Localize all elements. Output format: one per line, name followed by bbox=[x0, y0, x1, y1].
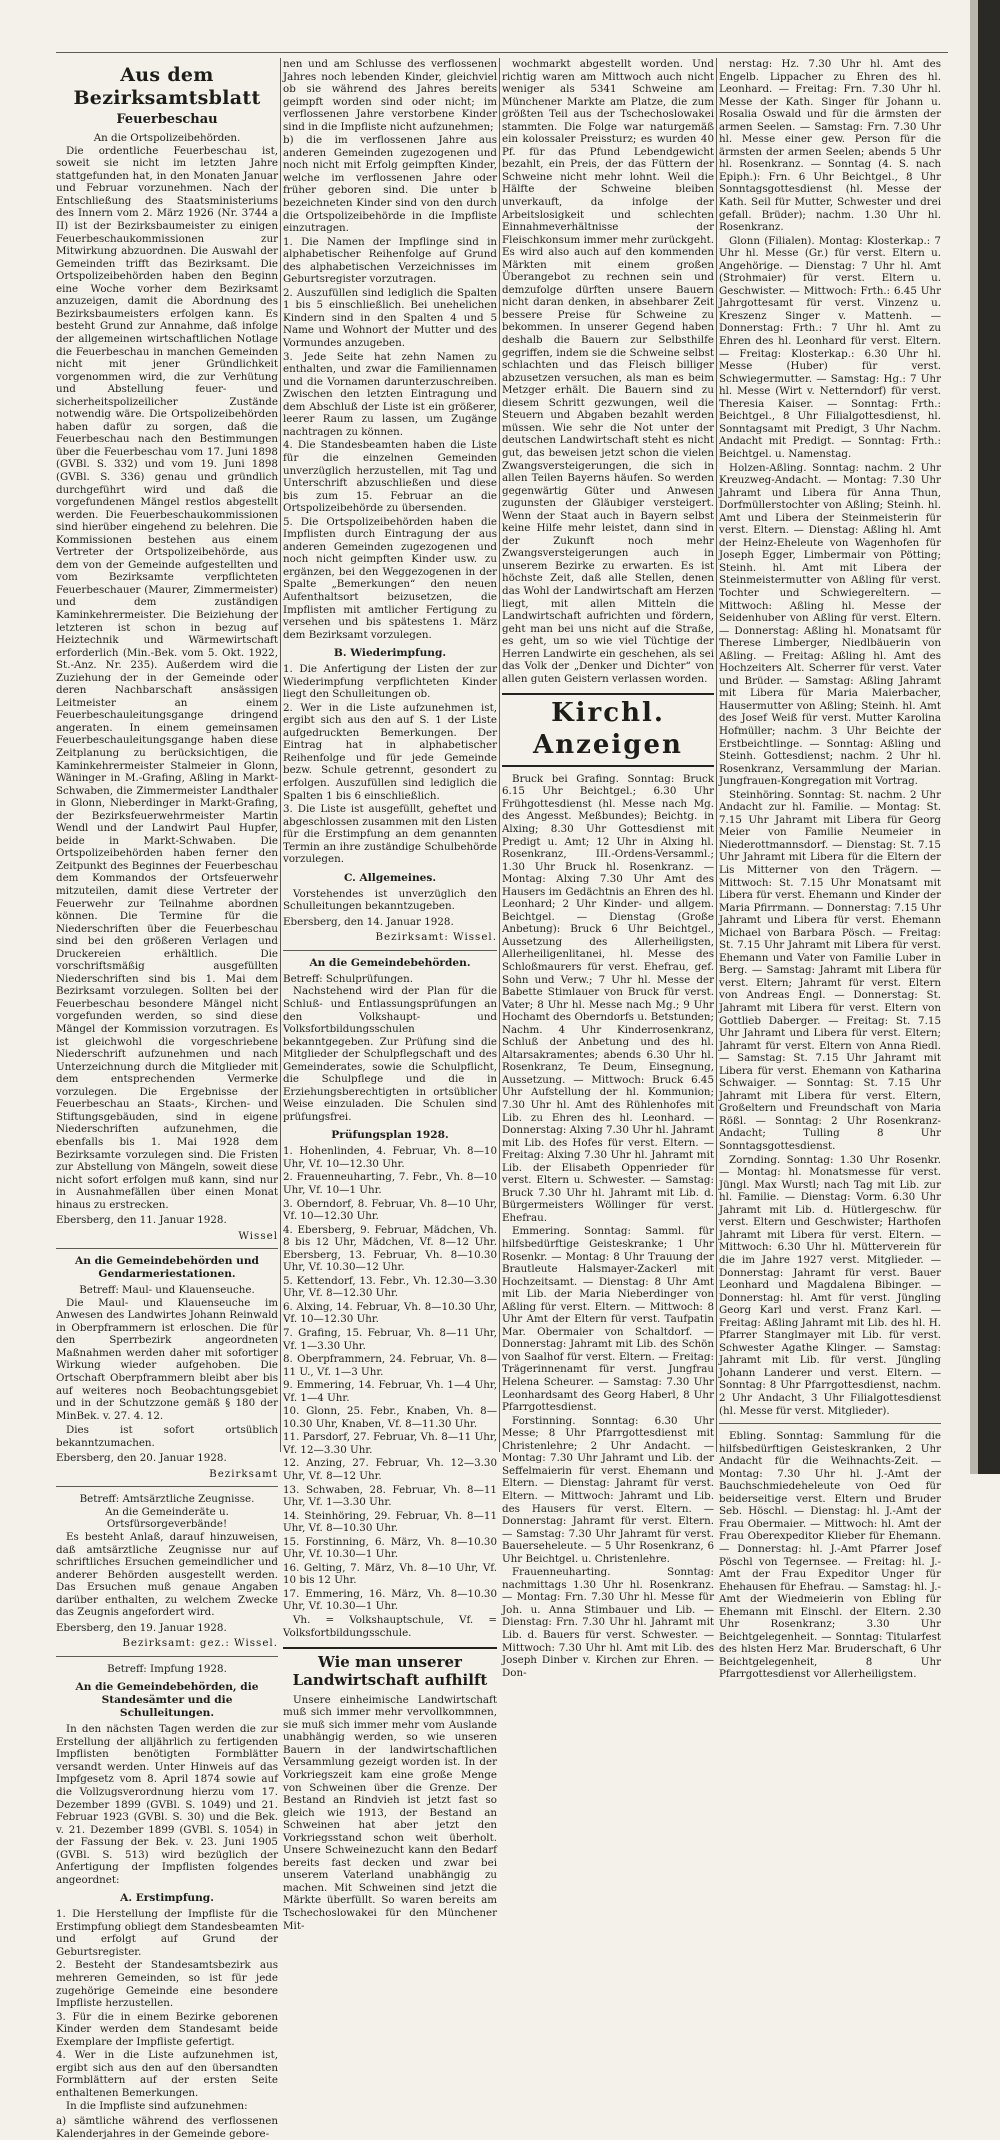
sub-heading: B. Wiederimpfung. bbox=[333, 647, 447, 660]
binding-edge bbox=[978, 0, 1000, 1474]
church-entry: Frauenneuharting. Sonntag: nachmittags 1.30 Uhr hl. Rosenkranz. — Montag: Frn. 7.30 Uhr hl. Messe für Joh. u. Anna Stimbauer und Lib. — Dienstag: Frn. 7.30 Uhr hl. Jahramt mit Lib. d. Bauers für verst. Schwester. — Mittwoch: 7.30 Uhr hl. Amt mit Lib. des Joseph Dinber v. Kirchen zur Ehren. — Don- bbox=[502, 1566, 714, 1679]
list-item: 4. Wer in die Liste aufzunehmen ist, ergibt sich aus den auf den übersandten Formblättern auf der ersten Seite enthaltenen Bemerkungen. bbox=[56, 2049, 278, 2099]
paragraph: In den nächsten Tagen werden die zur Erstellung der alljährlich zu fertigenden Impflisten benötigten Formblätter versandt werden. Unter Hinweis auf das Impfgesetz vom 8. April 1874 sowie auf die Vollzugsverordnung hierzu vom 17. Dezember 1899 (GVBl. S. 1049) und 21. Februar 1923 (GVBl. S. 30) und die Bek. v. 21. Dezember 1899 (GVBl. S. 1054) in der Fassung der Bek. v. 23. Juni 1905 (GVBl. S. 513) wird bezüglich der Anfertigung der Impflisten folgendes angeordnet: bbox=[56, 1723, 278, 1886]
exam-plan-item: 12. Anzing, 27. Februar, Vh. 12—3.30 Uhr, Vf. 8—12 Uhr. bbox=[283, 1457, 497, 1483]
notice-heading: An die Gemeindebehörden und Gendarmeriestationen. bbox=[75, 1255, 259, 1281]
exam-plan-item: 8. Oberpframmern, 24. Februar, Vh. 8—11 U., Vf. 1—3 Uhr. bbox=[283, 1353, 497, 1378]
paragraph: Dies ist sofort ortsüblich bekanntzumachen. bbox=[56, 1424, 278, 1449]
addressee: An die Gemeinderäte u. Ortsfürsorgeverbände! bbox=[105, 1505, 229, 1531]
sub-heading: C. Allgemeines. bbox=[343, 871, 437, 884]
separator bbox=[56, 1656, 278, 1657]
paragraph: Vh. = Volkshauptschule, Vf. = Volksfortbildungsschule. bbox=[283, 1614, 497, 1639]
column-rule bbox=[499, 58, 500, 1452]
list-item: b) die im verflossenen Jahre aus anderen Gemeinden zugezogenen und noch nicht mit Erfolg geimpften Kinder, welche im verflossenen Jahre oder früher geboren sind. Die unter b bezeichneten Kinder sind von den durch die Ortspolizeibehörde in die Impfliste einzutragen. bbox=[283, 134, 497, 235]
exam-plan-item: 15. Forstinning, 6. März, Vh. 8—10.30 Uhr, Vf. 10.30—1 Uhr. bbox=[283, 1535, 497, 1561]
paragraph: In die Impfliste sind aufzunehmen: bbox=[66, 2100, 248, 2113]
church-entry: Bruck bei Grafing. Sonntag: Bruck 6.15 Uhr Beichtgel.; 6.30 Uhr Frühgottesdienst (hl. Messe nach Mg. des Angesst. Meßbundes); Beichtg. in Alxing; 8.30 Uhr Gottesdienst mit Predigt u. Amt; 12 Uhr in Alxing hl. Rosenkranz, III.-Ordens-Versamml.; 1.30 Uhr Bruck hl. Rosenkranz. — Montag: Alxing 7.30 Uhr Amt des Hausers im Gedächtnis an Ehren des hl. Leonhard; 2 Uhr Kinder- und allgem. Beichtgel. — Dienstag (Große Anbetung): Bruck 6 Uhr Beichtgel., Aussetzung des Allerheiligsten, Allerheiligenlitanei, hl. Messe des Schloßmaurers für verst. Ehefrau, gef. Sohn und Verw.; 7 Uhr hl. Messe der Babette Stimlauer von Bruck für verst. Vater; 8 Uhr hl. Messe nach Mg.; 9 Uhr Hochamt des Oberndorfs u. Betstunden; Nachm. 4 Uhr Kinderrosenkranz, Schluß der Anbetung und des hl. Altarsakramentes; abends 6.30 Uhr hl. Rosenkranz, Te Deum, Einsegnung, Aussetzung. — Mittwoch: Bruck 6.45 Uhr Aufstellung der hl. Kommunion; 7.30 Uhr hl. Amt des Rühlenhofes mit Lib. zu Ehren des hl. Leonhard. — Donnerstag: Alxing 7.30 Uhr hl. Jahramt mit Lib. des Hofes für verst. Eltern. — Freitag: Alxing 7.30 Uhr hl. Jahramt mit Lib. der Elisabeth Oppenrieder für verst. Eltern u. Schwester. — Samstag: Bruck 7.30 Uhr hl. Jahramt mit Lib. d. Bürgermeisters Wöllinger für verst. Ehefrau. bbox=[502, 772, 714, 1224]
list-item: 3. Für die in einem Bezirke geborenen Kinder werden dem Standesamt beide Exemplare der Impfliste gefertigt. bbox=[56, 2010, 278, 2048]
list-item: 1. Die Namen der Impflinge sind in alphabetischer Reihenfolge auf Grund des alphabetischen Verzeichnisses im Geburtsregister vorzutragen. bbox=[283, 235, 497, 286]
dateline: Ebersberg, den 14. Januar 1928. bbox=[283, 915, 454, 928]
betreff: Betreff: Schulprüfungen. bbox=[283, 972, 414, 985]
section-title: Aus dem Bezirksamtsblatt bbox=[73, 64, 261, 110]
exam-plan-item: 7. Grafing, 15. Februar, Vh. 8—11 Uhr, Vf. 1—3.30 Uhr. bbox=[283, 1327, 497, 1352]
signature: Wissel bbox=[238, 1229, 278, 1242]
church-entry: Glonn (Filialen). Montag: Klosterkap.: 7 Uhr hl. Messe (Gr.) für verst. Eltern u. Angehörige. — Dienstag: 7 Uhr hl. Amt (Strohmaier) für verst. Eltern u. Geschwister. — Mittwoch: Frth.: 6.45 Uhr Jahrgottesamt für verst. Vinzenz u. Kreszenz Singer v. Mattenh. — Donnerstag: Frth.: 7 Uhr hl. Amt zu Ehren des hl. Leonhard für verst. Eltern. — Freitag: Klosterkap.: 6.30 Uhr hl. Messe (Huber) für verst. Schwiegermutter. — Samstag: Hg.: 7 Uhr hl. Messe (Wirt v. Netterndorf) für verst. Theresia Kaiser. — Sonntag: Frth.: Beichtgel., 8 Uhr Filialgottesdienst, hl. Sonntagsamt mit Predigt, 3 Uhr Nachm. Andacht mit Predigt. — Sonntag: Frth.: Beichtgel. u. Namenstag. bbox=[719, 234, 941, 460]
column-4 bbox=[719, 58, 941, 1681]
list-item: 1. Die Herstellung der Impfliste für die Erstimpfung obliegt dem Standesbeamten und erfolgt auf Grund der Geburtsregister. bbox=[56, 1908, 278, 1958]
list-item: 5. Die Ortspolizeibehörden haben die Impflisten durch Eintragung der aus anderen Gemeinden zugezogenen und noch nicht geimpften Kinder usw. zu ergänzen, bei den Weggezogenen in der Spalte „Bemerkungen“ den neuen Aufenthaltsort beizusetzen, die Impflisten mit amtlicher Fertigung zu versehen und bis spätestens 1. März dem Bezirksamt vorzulegen. bbox=[283, 515, 497, 641]
exam-plan-item: 9. Emmering, 14. Februar, Vh. 1—4 Uhr, Vf. 1—4 Uhr. bbox=[283, 1379, 497, 1404]
church-entries bbox=[719, 58, 941, 1417]
list-item: a) sämtliche während des verflossenen Kalenderjahres in der Gemeinde gebore- bbox=[56, 2115, 278, 2140]
betreff: Betreff: Maul- und Klauenseuche. bbox=[79, 1284, 255, 1297]
signature: Bezirksamt bbox=[209, 1467, 278, 1480]
exam-plan-item: 6. Alxing, 14. Februar, Vh. 8—10.30 Uhr, Vf. 10—12.30 Uhr. bbox=[283, 1300, 497, 1326]
church-entry: nerstag: Hz. 7.30 Uhr hl. Amt des Engelb. Lippacher zu Ehren des hl. Leonhard. — Freitag: Frn. 7.30 Uhr hl. Messe der Kath. Singer für Johann u. Rosalia Oswald und für die ärmsten der armen Seelen. — Samstag: Frn. 7.30 Uhr hl. Messe einer gew. Person für die ärmsten der armen Seelen; abends 5 Uhr hl. Rosenkranz. — Sonntag (4. S. nach Epiph.): Frn. 6 Uhr Beichtgel., 8 Uhr Sonntagsgottesdienst (hl. Messe der Kath. Seil für Mutter, Schwester und drei gefall. Brüder); nachm. 1.30 Uhr hl. Rosenkranz. bbox=[719, 58, 941, 234]
list-item: nen und am Schlusse des verflossenen Jahres noch lebenden Kinder, gleichviel ob sie während des Jahres bereits geimpft worden sind oder nicht; im verflossenen Jahre verstorbene Kinder sind in die Impfliste nicht aufzunehmen; bbox=[283, 58, 497, 133]
exam-plan-item: 17. Emmering, 16. März, Vh. 8—10.30 Uhr, Vf. 10.30—1 Uhr. bbox=[283, 1587, 497, 1613]
notice-heading: An die Gemeindebehörden, die Standesämter und die Schulleitungen. bbox=[75, 1681, 259, 1720]
exam-plan-item: 13. Schwaben, 28. Februar, Vh. 8—11 Uhr, Vf. 1—3.30 Uhr. bbox=[283, 1483, 497, 1509]
column-2 bbox=[283, 58, 497, 1932]
church-entry: Zornding. Sonntag: 1.30 Uhr Rosenkr. — Montag: hl. Monatsmesse für verst. Jüngl. Max Wurstl; nach Tag mit Lib. zur hl. Familie. — Dienstag: Vorm. 6.30 Uhr Jahramt mit Lib. d. Hütlergeschw. für verst. Eltern und Geschwister; Harthofen Jahramt mit Libera für verst. Eltern. — Mittwoch: 6.30 Uhr hl. Mütterverein für die im Jahre 1927 verst. Mitglieder. — Donnerstag: Jahramt für verst. Bauer Leonhard und Magdalena Bibinger. — Donnerstag: hl. Amt für verst. Jüngling Georg Karl und verst. Franz Karl. — Freitag: Aßling Jahramt mit Lib. des hl. H. Pfarrer Stanglmayer mit Lib. für verst. Schwester Agathe Klinger. — Samstag: Jahramt mit Lib. für verst. Jüngling Johann Landerer und verst. Eltern. — Sonntag: 8 Uhr Pfarrgottesdienst, nachm. 2 Uhr Andacht, 3 Uhr Filialgottesdienst (hl. Messe für verst. Mitglieder). bbox=[719, 1153, 941, 1417]
list-item: 3. Die Liste ist ausgefüllt, geheftet und abgeschlossen zusammen mit den Listen für die Erstimpfung an dem genannten Termin an ihre zuständige Schulbehörde vorzulegen. bbox=[283, 803, 497, 866]
dateline: Ebersberg, den 19. Januar 1928. bbox=[56, 1621, 227, 1634]
paragraph: wochmarkt abgestellt worden. Und richtig waren am Mittwoch auch nicht weniger als 5341 Schweine am Münchener Markte am Platze, die zum größten Teil aus der Tschechoslowakei stammten. Die Folge war naturgemäß ein kolossaler Preissturz; es wurden 40 Pf. für das Pfund Lebendgewicht bezahlt, ein Preis, der das Füttern der Schweine nicht mehr lohnt. Weil die Hälfte der Schweine bleiben unverkauft, da infolge der Arbeitslosigkeit und schlechten Einnahmeverhältnisse der Fleischkonsum immer mehr zurückgeht. Es wird also auch auf den kommenden Märkten mit einem großen Überangebot zu rechnen sein und demzufolge dürften unsere Bauern nicht daran denken, in absehbarer Zeit bessere Preise für Schweine zu bekommen. In unserer Gegend haben deshalb die Bauern zur Selbsthilfe gegriffen, indem sie die Schweine selbst schlachten und das Fleisch billiger abzusetzen versuchen, als man es beim Metzger erhält. Die Bauern sind zu diesem Schritt gezwungen, weil die Steuern und Abgaben bezahlt werden müssen. Wie sehr die Not unter der deutschen Landwirtschaft steht es nicht gut, das beweisen jetzt schon die vielen Zwangsversteigerungen, die sich in allen Teilen Bayerns häufen. So werden gegenwärtig Güter und Anwesen zugunsten der Gläubiger versteigert. Wenn der Staat auch in Bayern selbst keine Hilfe mehr leistet, dann sind in der Zukunft noch mehr Zwangsversteigerungen auch in unserem Bezirke zu erwarten. Es ist höchste Zeit, daß alle Stellen, denen das Wohl der Landwirtschaft am Herzen liegt, mit allen Mitteln die Landwirtschaft aufrichten und fördern, geht man bei uns nicht auf die Straße, es geht, um so wie viel Tüchtige der Herren Landwirte ein geschehen, als sei das Volk der „Denker und Dichter“ von allen guten Geistern verlassen worden. bbox=[502, 58, 714, 685]
church-entry: Holzen-Aßling. Sonntag: nachm. 2 Uhr Kreuzweg-Andacht. — Montag: 7.30 Uhr Jahramt und Libera für Anna Thun, Dorfmüllerstochter von Aßling; Steinh. hl. Amt und Libera der Steinmeisterin für verst. Eltern. — Dienstag: Aßling hl. Amt der Heinz-Eheleute von Wagenhofen für Joseph Egger, Limbermair von Pötting; Steinh. hl. Amt mit Libera der Steinmeistermutter von Aßling für verst. Tochter und Schwiegereltern. — Mittwoch: Aßling hl. Messe der Seidenhuber von Aßling für verst. Eltern. — Donnerstag: Aßling hl. Monatsamt für Therese Limberger, Niedlbäuerin von Aßling. — Freitag: Aßling hl. Amt des Hochzeiters Alt. Scherrer für verst. Vater und Brüder. — Samstag: Aßling Jahramt mit Libera für Maria Maierbacher, Hausermutter von Aßling; Steinh. hl. Amt des Josef Weiß für verst. Mutter Karolina Hofmüller; nachm. 3 Uhr Beichte der Erstbeichtlinge. — Sonntag: Aßling und Steinh. Gottesdienst; nachm. 2 Uhr hl. Rosenkranz, Versammlung der Marian. Jungfrauen-Kongregation mit Vortrag. bbox=[719, 461, 941, 788]
paragraph: Unsere einheimische Landwirtschaft muß sich immer mehr vervollkommnen, sie muß sich immer mehr vom Auslande unabhängig werden, so wie unseren Bauern in der landwirtschaftlichen Versammlung gezeigt worden ist. In der Vorkriegszeit kam eine große Menge von Schweinen über die Grenze. Der Bestand an Rindvieh ist jetzt fast so gleich wie 1913, der Bestand an Schweinen hat aber jetzt den Vorkriegsstand schon weit überholt. Unsere Schweinezucht kann den Bedarf bereits fast decken und zwar bei unserem Vaterland unabhängig zu machen. Mit Schweinen sind jetzt die Märkte überfüllt. So waren bereits am Tschechoslowakei für den Münchener Mit- bbox=[283, 1693, 497, 1932]
sub-heading: A. Erstimpfung. bbox=[120, 1892, 214, 1905]
exam-plan-item: 3. Oberndorf, 8. Februar, Vh. 8—10 Uhr, Vf. 10—12.30 Uhr. bbox=[283, 1197, 497, 1223]
sub-heading: Prüfungsplan 1928. bbox=[331, 1129, 449, 1142]
paragraph: Es besteht Anlaß, darauf hinzuweisen, daß amtsärztliche Zeugnisse nur auf schriftliches Ersuchen gemeindlicher und anderer Behörden ausgestellt werden. Das Ersuchen muß genaue Angaben darüber enthalten, zu welchem Zwecke das Zeugnis angefordert wird. bbox=[56, 1531, 278, 1619]
betreff: Betreff: Amtsärztliche Zeugnisse. bbox=[79, 1493, 255, 1506]
church-notices-title: Kirchl. Anzeigen bbox=[502, 693, 714, 766]
signature: Bezirksamt: Wissel. bbox=[375, 931, 497, 944]
exam-plan-list bbox=[283, 1145, 497, 1613]
exam-plan-item: 1. Hohenlinden, 4. Februar, Vh. 8—10 Uhr, Vf. 10—12.30 Uhr. bbox=[283, 1145, 497, 1170]
church-entry: Steinhöring. Sonntag: St. nachm. 2 Uhr Andacht zur hl. Familie. — Montag: St. 7.15 Uhr Jahramt mit Libera für Georg Meier von Familie Neumeier in Niederottmannsdorf. — Dienstag: St. 7.15 Uhr Jahramt mit Libera für die Eltern der Lis Mitterner von den Trägern. — Mittwoch: St. 7.15 Uhr Monatsamt mit Libera für verst. Ehemann und Kinder der Maria Pfirrmann. — Donnerstag: 7.15 Uhr Jahramt und Libera für verst. Ehemann Michael von Barbara Pösch. — Freitag: St. 7.15 Uhr Jahramt mit Libera für verst. Ehemann und Vater von Familie Luber in Berg. — Samstag: Jahramt mit Libera für verst. Eltern; Jahramt für verst. Eltern von Andreas Engl. — Donnerstag: St. Jahramt mit Libera für verst. Eltern von Gottlieb Daberger. — Freitag: St. 7.15 Uhr Jahramt und Libera für verst. Eltern; Jahramt für verst. Eltern von Anna Riedl. — Samstag: St. 7.15 Uhr Jahramt mit Libera für verst. Ehemann von Katharina Schwaiger. — Sonntag: St. 7.15 Uhr Jahramt mit Libera für verst. Eltern, Großeltern und Freundschaft von Maria Rößl. — Sonntag: 2 Uhr Rosenkranz-Andacht; Tulling 8 Uhr Sonntagsgottesdienst. bbox=[719, 788, 941, 1153]
column-1 bbox=[56, 58, 278, 2140]
dateline: Ebersberg, den 20. Januar 1928. bbox=[56, 1452, 227, 1465]
paragraph: Nachstehend wird der Plan für die Schluß- und Entlassungsprüfungen an den Volkshaupt- und Volksfortbildungsschulen bekanntgegeben. Zur Prüfung sind die Mitglieder der Schulpflegschaft und des Gemeinderates, sowie die Schulpflicht, die Schulpflege und die in Erziehungsberechtigten in ortsüblicher Weise einzuladen. Die Schulen sind prüfungsfrei. bbox=[283, 985, 497, 1123]
separator bbox=[56, 1486, 278, 1487]
separator bbox=[56, 1248, 278, 1249]
paragraph: Die Maul- und Klauenseuche im Anwesen des Landwirtes Johann Reinwald in Oberpframmern ist erloschen. Die für den Sperrbezirk angeordneten Maßnahmen werden daher mit sofortiger Wirkung wieder aufgehoben. Die Ortschaft Oberpframmern bleibt aber bis auf weiteres noch Beobachtungsgebiet und in der Schutzzone gemäß § 180 der MinBek. v. 27. 4. 12. bbox=[56, 1296, 278, 1422]
dateline: Ebersberg, den 11. Januar 1928. bbox=[56, 1214, 227, 1227]
church-entry: Forstinning. Sonntag: 6.30 Uhr Messe; 8 Uhr Pfarrgottesdienst mit Christenlehre; 2 Uhr Andacht. — Montag: 7.30 Uhr Jahramt und Lib. der Seffelmaierin für verst. Ehemann und Eltern. — Dienstag: Jahramt für verst. Eltern. — Mittwoch: Jahramt und Lib. des Hausers für verst. Eltern. — Donnerstag: Jahramt für verst. Eltern. — Samstag: 7.30 Uhr Jahramt für verst. Bauerseheleute. — 5 Uhr Rosenkranz, 6 Uhr Beichtgel. u. Christenlehre. bbox=[502, 1414, 714, 1565]
exam-plan-item: 2. Frauenneuharting, 7. Febr., Vh. 8—10 Uhr, Vf. 10—1 Uhr. bbox=[283, 1171, 497, 1196]
column-rule bbox=[280, 58, 281, 1452]
list-item: 3. Jede Seite hat zehn Namen zu enthalten, und zwar die Familiennamen und die Vornamen darunterzuschreiben. Zwischen den letzten Eintragung und dem Abschluß der Liste ist ein größerer, leerer Raum zu lassen, um Zugänge nachtragen zu können. bbox=[283, 350, 497, 438]
church-entries bbox=[502, 773, 714, 1679]
betreff: Betreff: Impfung 1928. bbox=[107, 1662, 227, 1675]
list-item: 2. Wer in die Liste aufzunehmen ist, ergibt sich aus den auf S. 1 der Liste aufgedruckten Bemerkungen. Der Eintrag hat in alphabetischer Reihenfolge und für jede Gemeinde bezw. Schule getrennt, gesondert zu erfolgen. Auszufüllen sind lediglich die Spalten 1 bis 6 einschließlich. bbox=[283, 701, 497, 802]
paragraph: Vorstehendes ist unverzüglich den Schulleitungen bekanntzugeben. bbox=[283, 887, 497, 913]
separator bbox=[719, 1423, 941, 1424]
notice-heading: An die Gemeindebehörden. bbox=[309, 956, 471, 969]
addressee: An die Ortspolizeibehörden. bbox=[93, 132, 241, 145]
separator bbox=[283, 950, 497, 951]
church-entry: Emmering. Sonntag: Samml. für hilfsbedürftige Geisteskranke; 1 Uhr Rosenkr. — Montag: 8 Uhr Trauung der Brautleute Halsmayer-Zackerl mit Hochzeitsamt. — Dienstag: 8 Uhr Amt mit Lib. der Maria Nieberdinger von Aßling für verst. Eltern. — Mittwoch: 8 Uhr Amt der Eltern für verst. Taufpatin Mar. Obermaier von Schaltdorf. — Donnerstag: Jahramt mit Lib. des Schön von Saalhof für verst. Eltern. — Freitag: Trägerinnenamt für verst. Jungfrau Helena Scheurer. — Samstag: 7.30 Uhr Leonhardsamt des Georg Haberl, 8 Uhr Pfarrgottesdienst. bbox=[502, 1225, 714, 1414]
signature: Bezirksamt: gez.: Wissel. bbox=[122, 1637, 278, 1650]
list-item: 1. Die Anfertigung der Listen der zur Wiederimpfung verpflichteten Kinder liegt den Schulleitungen ob. bbox=[283, 663, 497, 701]
paragraph: Die ordentliche Feuerbeschau ist, soweit sie nicht im letzten Jahre stattgefunden hat, in den Monaten Januar und Februar vorzunehmen. Nach der Entschließung des Staatsministeriums des Innern vom 2. März 1926 (Nr. 3744 a II) ist der Bezirksbaumeister zu einigen Feuerbeschaukommissionen zur Mitwirkung abzuordnen. Die Auswahl der Gemeinden trifft das Bezirksamt. Die Ortspolizeibehörden haben den Beginn eine Woche vorher dem Bezirksamt anzuzeigen, damit die Abordnung des Bezirksbaumeisters erfolgen kann. Es besteht Grund zur Annahme, daß infolge der allgemeinen wirtschaftlichen Notlage die Feuerbeschau in manchen Gemeinden nicht mit jener Gründlichkeit vorgenommen wird, die zur Verhütung und Abstellung feuer- und sicherheitspolizeilicher Zustände notwendig wäre. Die Ortspolizeibehörden haben dafür zu sorgen, daß die Feuerbeschau nach den Bestimmungen über die Feuerbeschau vom 17. Juni 1898 (GVBl. S. 332) und vom 19. Juni 1898 (GVBl. S. 336) genau und gründlich durchgeführt wird und daß die vorgefundenen Mängel restlos abgestellt werden. Die Feuerbeschaukommissionen sind hierüber eingehend zu belehren. Die Kommissionen bestehen aus einem Vertreter der Ortspolizeibehörde, aus dem von der Gemeinde aufgestellten und vom Bezirksamte verpflichteten Feuerbeschauer (Maurer, Zimmermeister) und dem zuständigen Kaminkehrermeister. Die Beiziehung der letzteren ist schon in bezug auf Heiztechnik und Wärmewirtschaft erforderlich (Min.-Bek. vom 5. Okt. 1922, St.-Anz. Nr. 235). Außerdem wird die Zuziehung der in der Gemeinde oder deren Nachbarschaft ansässigen Leitmeister an einem Feuerbeschauleitungsgange dringend angeraten. In einem gemeinsamen Feuerbeschauleitungsgange haben diese Zeitplanung zu berücksichtigen, die Kaminkehrermeister Stalmeier in Glonn, Wäninger in M.-Grafing, Aßling in Markt-Schwaben, die Zimmermeister Landthaler in Glonn, Nieberdinger in Markt-Grafing, der Bezirksfeuerwehrmeister Martin Wendl und der Landwirt Paul Hupfer, beide in Markt-Schwaben. Die Ortspolizeibehörden haben ferner den Zeitpunkt des Beginnes der Feuerbeschau dem Kommandos der Ortsfeuerwehr mitzuteilen, damit diese Vertreter der Feuerwehr zur Teilnahme abordnen können. Die Termine für die Niederschriften über die Feuerbeschau sind bei den größeren Verlagen und Druckereien erhältlich. Die vorschriftsmäßig ausgefüllten Niederschriften sind bis 1. Mai dem Bezirksamt vorzulegen. Sollten bei der Feuerbeschau besondere Mängel nicht vorgefunden werden, so sind diese Mängel der Kommission vorzutragen. Es ist gleichwohl die vorgeschriebene Niederschrift aufzunehmen und nach Unterzeichnung durch die Mitglieder mit dem entsprechenden Vermerke vorzulegen. Die Ergebnisse der Feuerbeschau an Staats-, Kirchen- und Stiftungsgebäuden, sind in eigene Niederschriften aufzunehmen, die ebenfalls bis 1. Mai 1928 dem Bezirksamte vorzulegen sind. Die Fristen zur Abstellung von Mängeln, soweit diese nicht sofort erfolgen muß kann, sind nur in Ausnahmefällen über einen Monat hinaus zu erstrecken. bbox=[56, 144, 278, 1211]
list-item: 4. Die Standesbeamten haben die Liste für die einzelnen Gemeinden unverzüglich herzustellen, mit Tag und Unterschrift abzuschließen und diese bis zum 15. Februar an die Ortspolizeibehörde zu übersenden. bbox=[283, 439, 497, 515]
church-entry: Ebling. Sonntag: Sammlung für die hilfsbedürftigen Geisteskranken, 2 Uhr Andacht für die Weihnachts-Zeit. — Montag: 7.30 Uhr hl. J.-Amt der Bauchschmiedeheleute von Oed für beiderseitige verst. Eltern und Bruder Seb. Höschl. — Dienstag: hl. J.-Amt der Frau Obermaier. — Mittwoch: hl. Amt der Frau Oberexpeditor Klieber für Ehemann. — Donnerstag: hl. J.-Amt Pfarrer Josef Pöschl von Tegernsee. — Freitag: hl. J.-Amt der Frau Expeditor Unger für Ehehausen für Ehefrau. — Samstag: hl. J.-Amt der Wiedmeierin von Ebling für Ehemann mit Einschl. der Eltern. 2.30 Uhr Rosenkranz; 3.30 Uhr Beichtgelegenheit. — Sonntag: Titularfest des hlsten Herz Mar. Bruderschaft, 6 Uhr Beichtgelegenheit, 8 Uhr Pfarrgottesdienst vor Allerheiligstem. bbox=[719, 1430, 941, 1681]
column-rule bbox=[716, 58, 717, 1452]
article-title: Wie man unserer Landwirtschaft aufhilft bbox=[283, 1647, 497, 1690]
top-rule bbox=[56, 52, 948, 53]
column-3 bbox=[502, 58, 714, 1679]
list-item: 2. Besteht der Standesamtsbezirk aus mehreren Gemeinden, so ist für jede zugehörige Gemeinde eine besondere Impfliste herzustellen. bbox=[56, 1959, 278, 2010]
binding-shadow bbox=[970, 0, 978, 1474]
exam-plan-item: 10. Glonn, 25. Febr., Knaben, Vh. 8—10.30 Uhr, Knaben, Vf. 8—11.30 Uhr. bbox=[283, 1405, 497, 1430]
article-title: Feuerbeschau bbox=[116, 112, 218, 128]
exam-plan-item: 14. Steinhöring, 29. Februar, Vh. 8—11 Uhr, Vf. 8—10.30 Uhr. bbox=[283, 1509, 497, 1535]
exam-plan-item: 11. Parsdorf, 27. Februar, Vh. 8—11 Uhr, Vf. 12—3.30 Uhr. bbox=[283, 1431, 497, 1456]
exam-plan-item: 4. Ebersberg, 9. Februar, Mädchen, Vh. 8 bis 12 Uhr, Mädchen, Vf. 8—12 Uhr. Ebersberg, 13. Februar, Vh. 8—10.30 Uhr, Vf. 10.30—12 Uhr. bbox=[283, 1223, 497, 1274]
exam-plan-item: 5. Kettendorf, 13. Febr., Vh. 12.30—3.30 Uhr, Vf. 8—12.30 Uhr. bbox=[283, 1274, 497, 1300]
list-item: 2. Auszufüllen sind lediglich die Spalten 1 bis 5 einschließlich. Bei unehelichen Kindern sind in den Spalten 4 und 5 Name und Wohnort der Mutter und des Vormundes anzugeben. bbox=[283, 286, 497, 350]
exam-plan-item: 16. Gelting, 7. März, Vh. 8—10 Uhr, Vf. 10 bis 12 Uhr. bbox=[283, 1561, 497, 1587]
